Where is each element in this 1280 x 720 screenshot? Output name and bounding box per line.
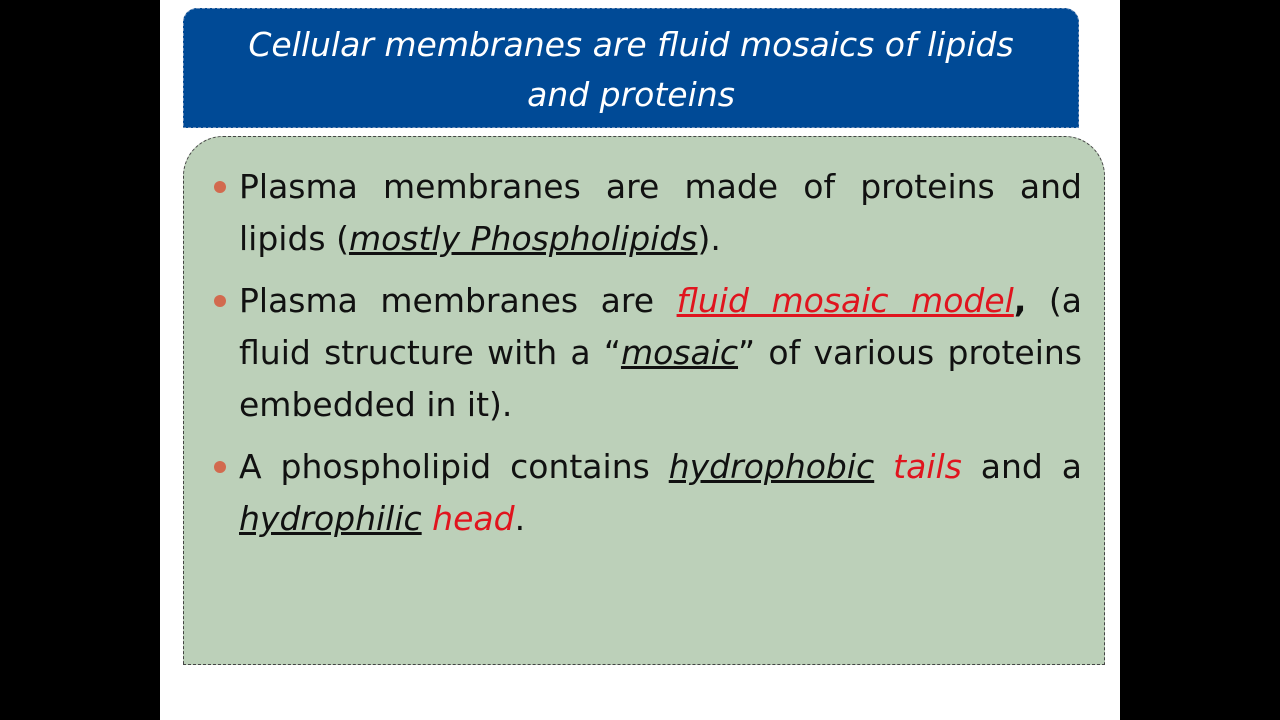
- bullet-2-text-b: (a fluid structure with a “: [239, 281, 1082, 372]
- slide: [160, 0, 1120, 720]
- bullet-2-text-a: Plasma membranes are: [239, 281, 677, 320]
- bullet-item-2: [206, 275, 1082, 431]
- bullet-3-text-c: .: [514, 499, 526, 538]
- bullet-item-1: [206, 161, 1082, 265]
- bullet-2-emphasis: mosaic: [620, 333, 739, 372]
- title-line-1: Cellular membranes are fluid mosaics of lipids: [248, 25, 1014, 64]
- bullet-1-text-a: Plasma membranes are made of proteins and lipids (: [239, 167, 1082, 258]
- bullet-dot-icon: [214, 181, 226, 193]
- bullet-dot-icon: [214, 461, 226, 473]
- bullet-3-red-2: head: [432, 499, 515, 538]
- title-banner: [183, 8, 1079, 128]
- bullet-item-3: [206, 441, 1082, 545]
- bullet-2-term: fluid mosaic model: [676, 281, 1014, 320]
- bullet-3-emphasis-2: hydrophilic: [239, 499, 422, 538]
- bullet-3-text-a: A phospholipid contains: [239, 447, 669, 486]
- bullet-2-text-c: ” of various proteins embedded in it).: [239, 333, 1082, 424]
- title-line-2: and proteins: [527, 75, 735, 114]
- content-panel: [183, 136, 1105, 665]
- bullet-2-comma: ,: [1013, 281, 1027, 320]
- bullet-3-emphasis-1: hydrophobic: [668, 447, 875, 486]
- bullet-3-red-1: tails: [893, 447, 962, 486]
- slide-title: [221, 20, 1041, 120]
- bullet-list: [206, 161, 1082, 555]
- bullet-1-text-b: ).: [697, 219, 721, 258]
- bullet-dot-icon: [214, 295, 226, 307]
- bullet-1-emphasis: mostly Phospholipids: [348, 219, 698, 258]
- bullet-3-text-b: and a: [961, 447, 1082, 486]
